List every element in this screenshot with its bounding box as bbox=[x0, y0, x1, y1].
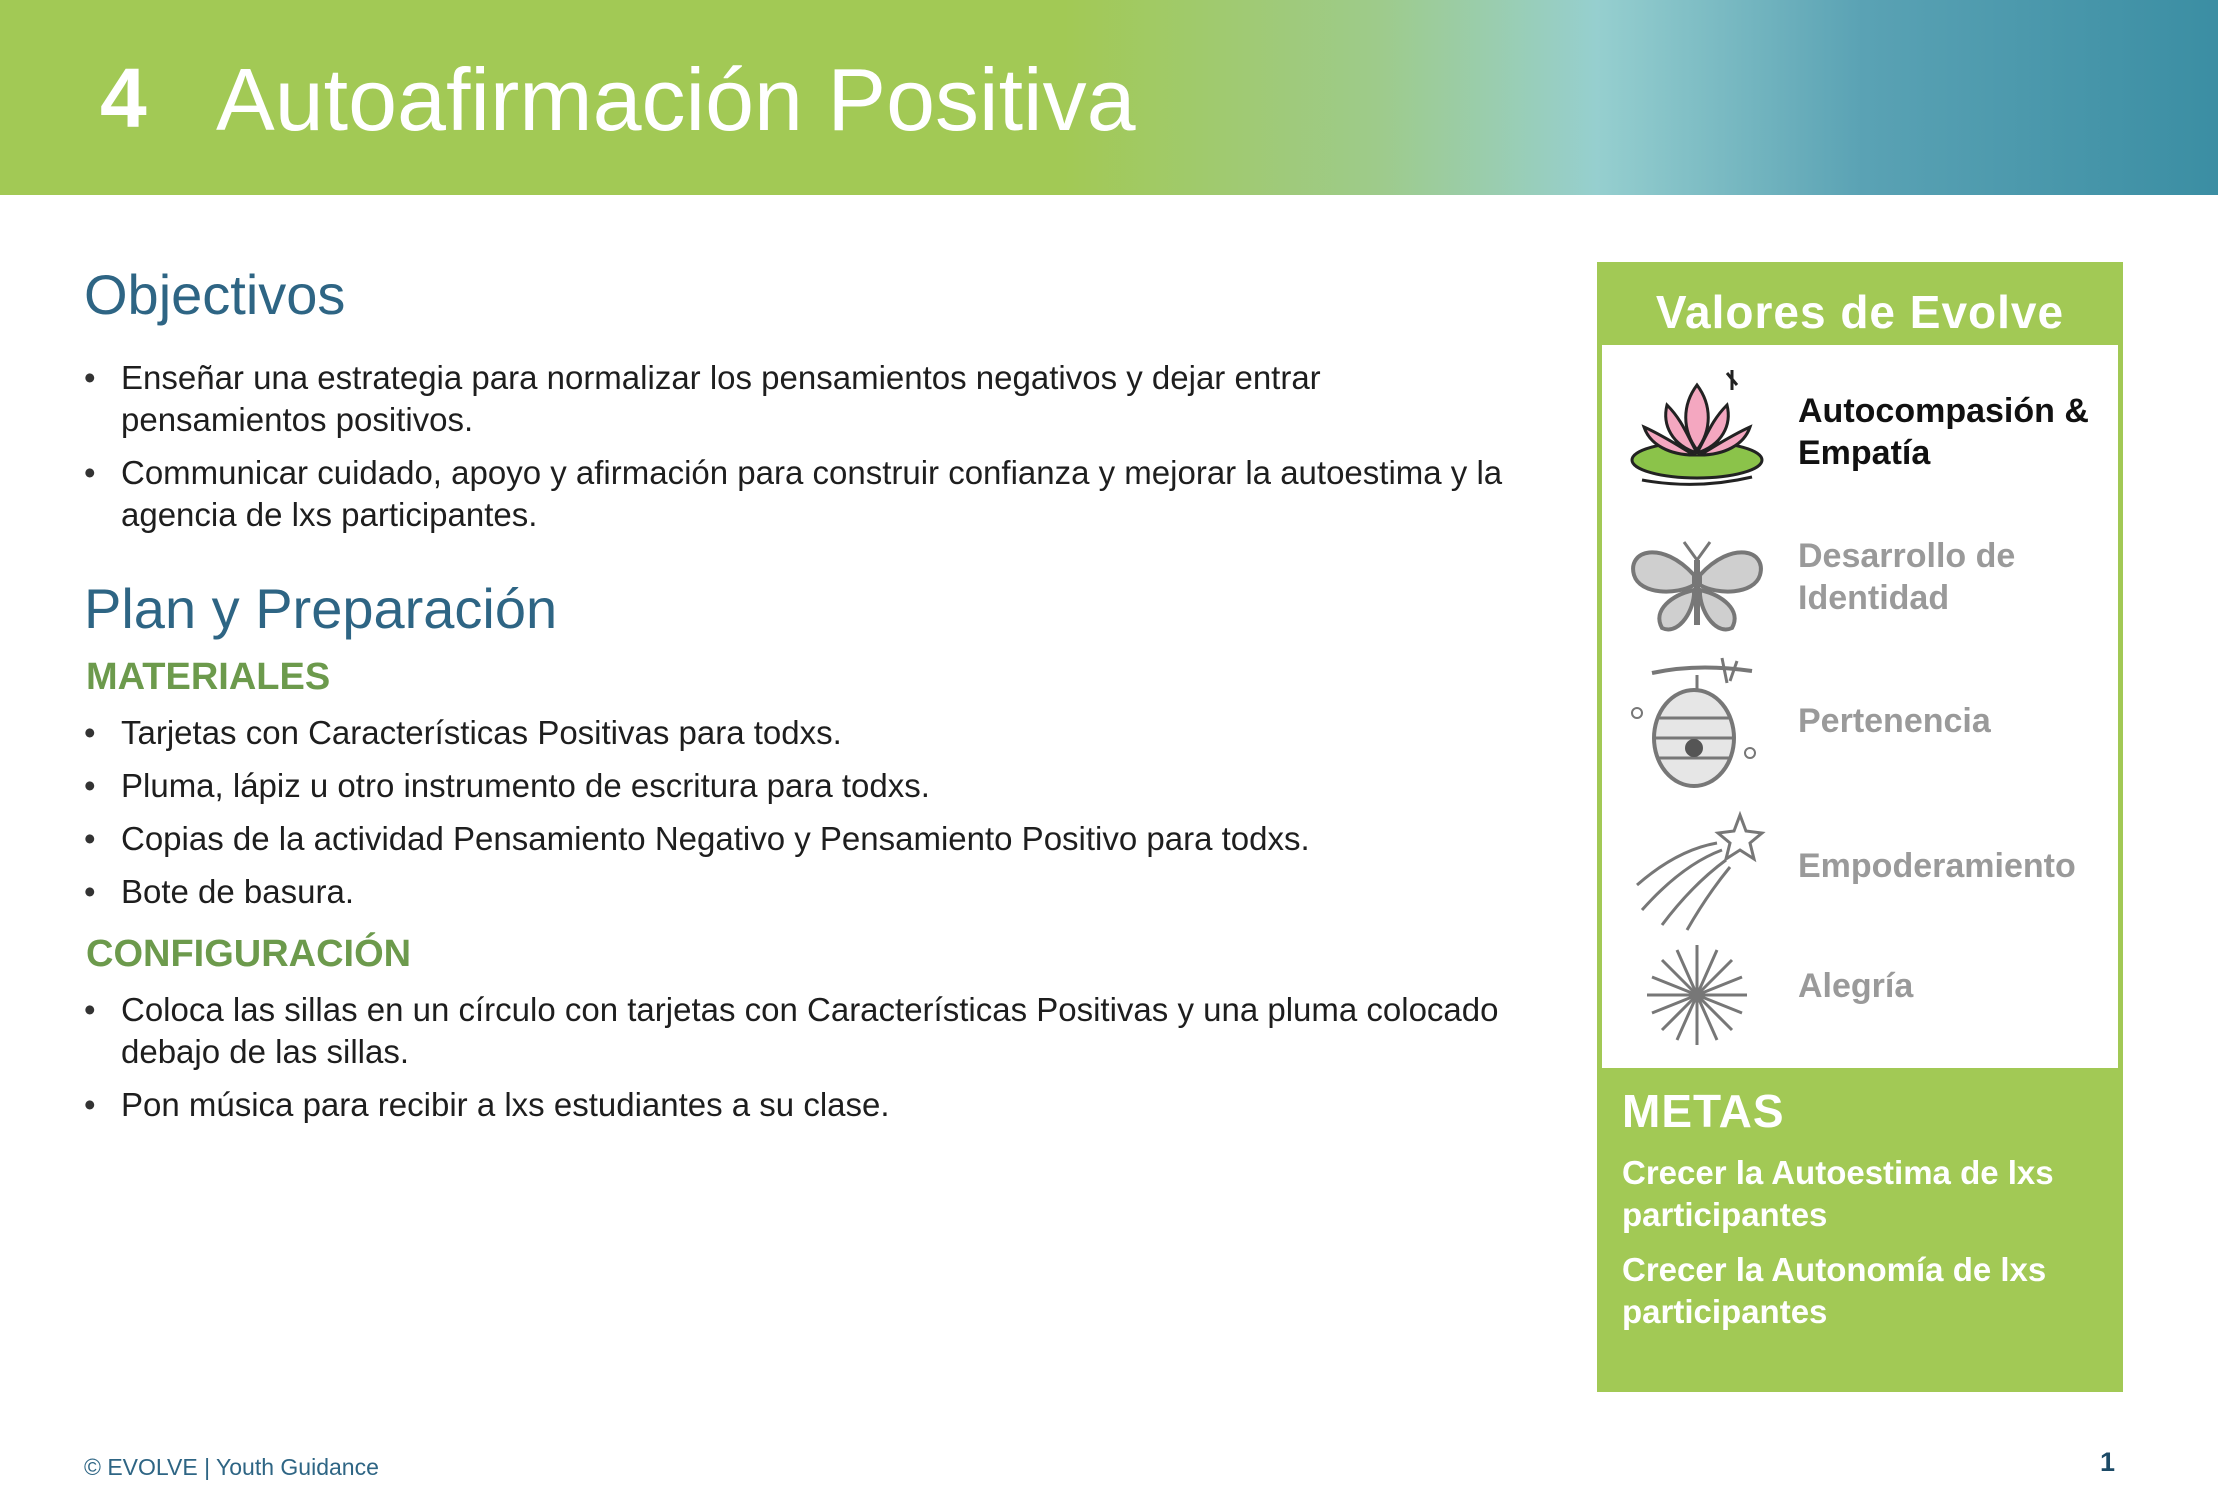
list-item: • Pon música para recibir a lxs estudiantes a su clase. bbox=[84, 1086, 890, 1123]
setup-list bbox=[84, 989, 1524, 1137]
goal-item: Crecer la Autonomía de lxs participantes bbox=[1622, 1251, 2047, 1330]
list-item: • Enseñar una estrategia para normalizar los pensamientos negativos y dejar entrar pensamientos positivos. bbox=[84, 359, 1321, 438]
lesson-title: Autoafirmación Positiva bbox=[216, 50, 1136, 149]
list-item: • Coloca las sillas en un círculo con tarjetas con Características Positivas y una pluma colocado debajo de las sillas. bbox=[84, 991, 1499, 1070]
value-label: Desarrollo de Identidad bbox=[1798, 537, 2016, 617]
value-label: Empoderamiento bbox=[1798, 847, 2076, 885]
page-number: 1 bbox=[2100, 1447, 2116, 1477]
lotus-icon bbox=[1622, 365, 1772, 495]
list-item: • Copias de la actividad Pensamiento Negativo y Pensamiento Positivo para todxs. bbox=[84, 820, 1310, 857]
objectives-list bbox=[84, 357, 1524, 547]
values-list bbox=[1602, 345, 2118, 1068]
value-item-empoderamiento bbox=[1602, 805, 2118, 935]
materials-list bbox=[84, 712, 1524, 924]
list-item: • Communicar cuidado, apoyo y afirmación para construir confianza y mejorar la autoestima y la agencia de lxs participantes. bbox=[84, 454, 1503, 533]
materials-heading: MATERIALES bbox=[86, 656, 331, 698]
beehive-icon bbox=[1622, 653, 1772, 793]
value-label: Pertenencia bbox=[1798, 702, 1991, 740]
firework-icon bbox=[1622, 935, 1772, 1055]
goal-item: Crecer la Autoestima de lxs participantes bbox=[1622, 1154, 2054, 1233]
goals-heading: METAS bbox=[1622, 1085, 1785, 1137]
footer-credit: © EVOLVE | Youth Guidance bbox=[84, 1454, 379, 1480]
shooting-star-icon bbox=[1622, 805, 1772, 935]
list-item: • Pluma, lápiz u otro instrumento de escritura para todxs. bbox=[84, 767, 930, 804]
objectives-heading: Objectivos bbox=[84, 263, 346, 326]
plan-heading: Plan y Preparación bbox=[84, 577, 558, 640]
value-item-pertenencia bbox=[1602, 645, 2118, 795]
lesson-number: 4 bbox=[100, 51, 147, 145]
value-item-identidad bbox=[1602, 515, 2118, 655]
value-item-alegria bbox=[1602, 935, 2118, 1055]
list-item: • Bote de basura. bbox=[84, 873, 354, 910]
values-title: Valores de Evolve bbox=[1655, 286, 2065, 338]
values-panel bbox=[1597, 262, 2123, 1392]
value-item-autocompasion bbox=[1602, 360, 2118, 500]
value-label: Autocompasión & Empatía bbox=[1798, 392, 2089, 472]
value-label: Alegría bbox=[1798, 967, 1914, 1005]
butterfly-icon bbox=[1622, 520, 1772, 650]
list-item: • Tarjetas con Características Positivas para todxs. bbox=[84, 714, 842, 751]
setup-heading: CONFIGURACIÓN bbox=[86, 933, 412, 975]
header-banner bbox=[0, 0, 2218, 195]
